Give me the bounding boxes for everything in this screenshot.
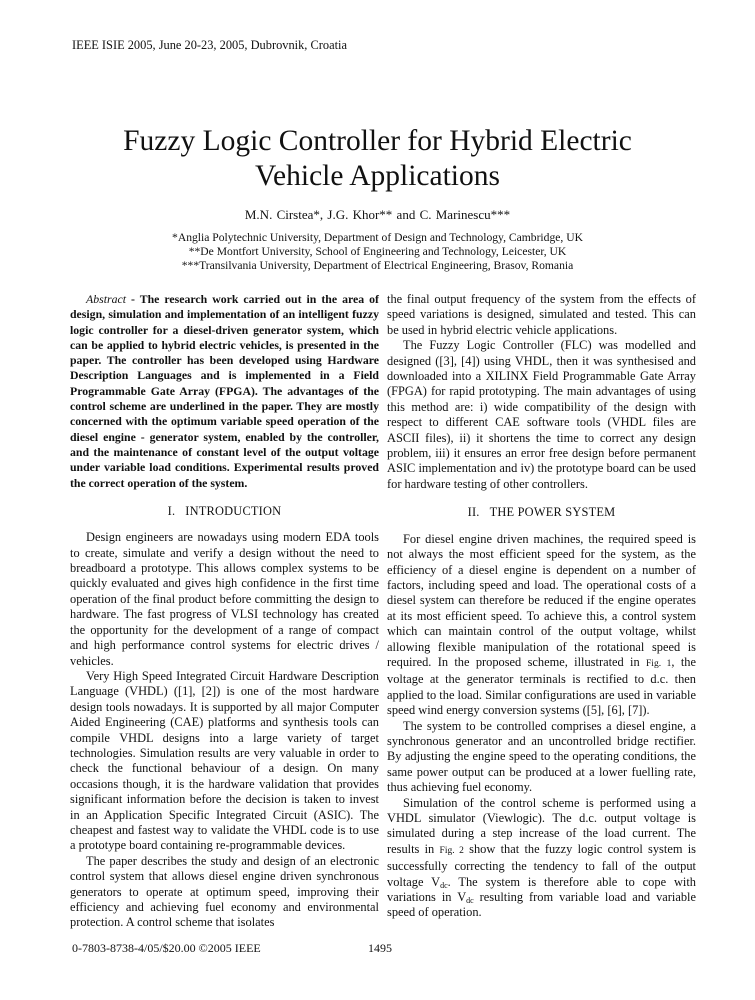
affiliations (0, 231, 755, 274)
text-run: , the voltage at the generator terminals is rectified to d.c. then applied to the load. Similar configurations are used in variable speed wind energy conversion systems ([5], [6], [7]). (387, 654, 696, 718)
page-number: 1495 (368, 941, 392, 955)
title-line-2: Vehicle Applications (255, 160, 500, 192)
authors: M.N. Cirstea*, J.G. Khor** and C. Marinescu*** (244, 207, 511, 222)
text-run: show that the fuzzy logic control system is successfully correcting the tendency to fall of the output voltage V (387, 841, 696, 889)
text-run: resulting from variable load and variable speed of operation. (387, 890, 696, 920)
subscript: dc (466, 896, 474, 906)
affiliation-1: *Anglia Polytechnic University, Department of Design and Technology, Cambridge, UK (172, 231, 583, 244)
title-line-1: Fuzzy Logic Controller for Hybrid Electric (123, 125, 632, 157)
text-run: . The system is therefore able to cope with variations in V (387, 874, 696, 905)
figure-reference[interactable]: Fig. 1 (646, 658, 672, 669)
subscript: dc (440, 880, 448, 890)
abstract-label: Abstract (86, 292, 126, 306)
affiliation-2: **De Montfort University, School of Engineering and Technology, Leicester, UK (188, 245, 567, 259)
paragraph (387, 796, 696, 921)
copyright-footer: 0-7803-8738-4/05/$20.00 ©2005 IEEE (72, 941, 261, 955)
right-column (387, 292, 696, 921)
section-number: II. (467, 505, 480, 520)
paragraph (387, 532, 696, 719)
paragraph: The system to be controlled comprises a diesel engine, a synchronous generator and an uncontrolled bridge rectifier. By adjusting the engine speed to the operating conditions, the same power output can be produced at a lower fuelling rate, thus achieving fuel economy. (387, 718, 696, 795)
affiliation-3: ***Transilvania University, Department of Electrical Engineering, Brasov, Romania (181, 259, 574, 273)
conference-header: IEEE ISIE 2005, June 20-23, 2005, Dubrovnik, Croatia (72, 38, 347, 52)
section-heading-power-system (387, 505, 696, 520)
paragraph: Very High Speed Integrated Circuit Hardware Description Language (VHDL) ([1], [2]) is one of the most hardware design tools nowadays. It is supported by all major Computer Aided Engineering (CAE) platforms and synthesis tools can compile VHDL designs into a large variety of target technologies. Simulation results are very valuable in order to check the functional behaviour of a design. On many occasions though, it is the hardware validation that provides significant information before the decision is taken to invest in an Application Specific Integrated Circuit (ASIC). The cheapest and fastest way to validate the VHDL code is to use a prototype board containing re-programmable devices. (70, 668, 379, 853)
section-number: I. (167, 503, 176, 518)
figure-reference[interactable]: Fig. 2 (439, 845, 464, 856)
section-heading-introduction (70, 504, 379, 519)
paragraph: The paper describes the study and design of an electronic control system that allows diesel engine driven synchronous generators to operate at optimum speed, improving their efficiency and achieving fuel economy and environmental protection. A control scheme that isolates (70, 853, 379, 930)
paper-title (0, 124, 755, 194)
text-run: Simulation of the control scheme is performed using a VHDL simulator (Viewlogic). The d.c. output voltage is simulated during a step increase of the load current. The results in (387, 795, 696, 856)
abstract (70, 292, 379, 491)
paragraph: The Fuzzy Logic Controller (FLC) was modelled and designed ([3], [4]) using VHDL, then it was synthesised and downloaded into a XILINX Field Programmable Gate Array (FPGA) for rapid prototyping. The main advantages of using this method are: i) wide compatibility of the design with respect to different CAE software tools (VHDL files are ASCII files), ii) it shortens the time to correct any design problem, iii) it ensures an error free design before permanent ASIC implementation and iv) the prototype board can be used for hardware testing of other controllers. (387, 338, 696, 491)
paragraph: Design engineers are nowadays using modern EDA tools to create, simulate and verify a design without the need to breadboard a prototype. This allows complex systems to be quickly evaluated and gives high confidence in the first time operation of the final product before committing the design to hardware. The fast progress of VLSI technology has created the opportunity for the development of a range of compact and high performance control systems for electric drives / vehicles. (70, 530, 379, 668)
abstract-text: - The research work carried out in the area of design, simulation and implementation of an intelligent fuzzy logic controller for a diesel-driven generator system, which can be applied to hybrid electric vehicles, is presented in the paper. The controller has been developed using Hardware Description Languages and is implemented in a Field Programmable Gate Array (FPGA). The advantages of the control scheme are underlined in the paper. They are mostly concerned with the optimum variable speed operation of the diesel engine - generator system, enabled by the controller, and the maintenance of constant level of the output voltage under variable load conditions. Experimental results proved the correct operation of the system. (70, 292, 379, 490)
text-run: For diesel engine driven machines, the required speed is not always the most efficient speed for the system, as the efficiency of a diesel engine is dependent on a number of factors, including speed and load. The operational costs of a diesel system can therefore be reduced if the engine operates at its most efficient speed. To achieve this, a control system which can maintain control of the output voltage, whilst allowing flexible manipulation of the rotational speed is required. In the proposed scheme, illustrated in (387, 531, 696, 669)
section-title: THE POWER SYSTEM (489, 505, 616, 520)
paragraph-continued: the final output frequency of the system from the effects of speed variations is designed, simulated and tested. This can be used in hybrid electric vehicle applications. (387, 292, 696, 337)
left-column (70, 292, 379, 931)
section-title: INTRODUCTION (185, 503, 282, 518)
